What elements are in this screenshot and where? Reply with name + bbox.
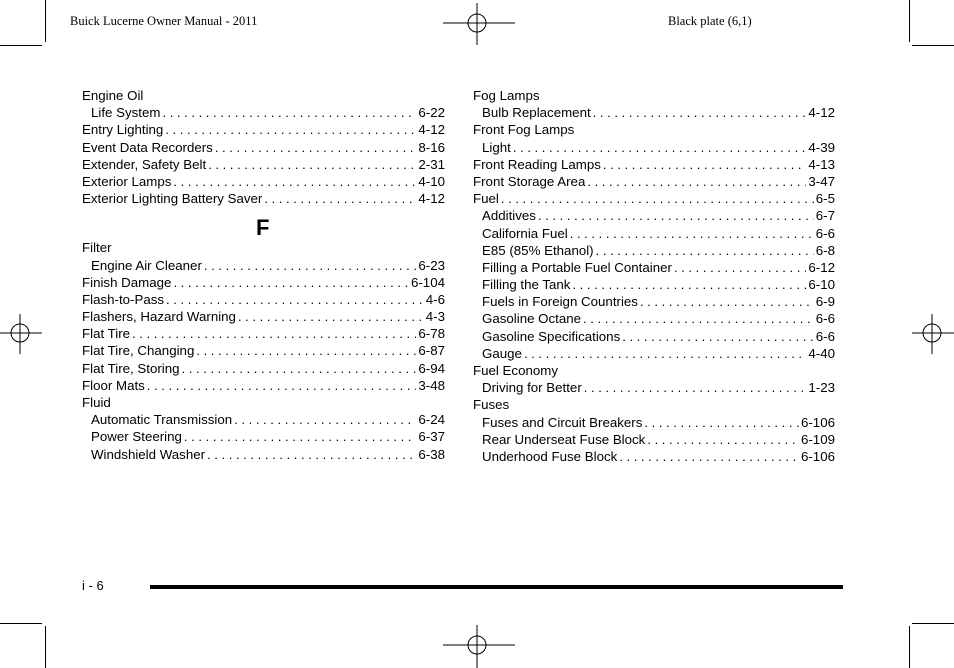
dot-leader: [208, 157, 416, 172]
registration-target-icon: [443, 625, 515, 668]
crop-mark: [909, 626, 910, 668]
index-entry-page: 6-22: [418, 105, 445, 121]
index-column-left: [82, 88, 445, 464]
index-entry-page: 6-12: [808, 259, 835, 275]
dot-leader: [572, 277, 806, 292]
index-entry: [473, 277, 835, 294]
index-entry-text: Front Reading Lamps: [473, 156, 601, 172]
index-entry: [82, 88, 445, 105]
index-entry-text: Fuel: [473, 191, 499, 207]
dot-leader: [501, 191, 814, 206]
crop-mark: [0, 45, 42, 46]
index-entry-page: 6-5: [815, 191, 835, 207]
dot-leader: [570, 226, 814, 241]
index-entry-page: 8-16: [418, 139, 445, 155]
index-entry-page: 6-37: [418, 429, 445, 445]
index-entry-page: 6-8: [815, 242, 835, 258]
index-entry-text: Bulb Replacement: [482, 105, 591, 121]
plate-label: Black plate (6,1): [668, 14, 752, 28]
index-entry: [82, 122, 445, 139]
index-entry-text: Fuels in Foreign Countries: [482, 294, 638, 310]
index-entry: [82, 105, 445, 122]
index-entry-text: Filling a Portable Fuel Container: [482, 259, 672, 275]
dot-leader: [162, 105, 416, 120]
index-entry-text: Front Fog Lamps: [473, 122, 575, 138]
dot-leader: [584, 380, 807, 395]
index-entry-text: Underhood Fuse Block: [482, 448, 618, 464]
index-entry-text: Additives: [482, 208, 536, 224]
index-entry-page: 4-39: [808, 139, 835, 155]
index-entry: [473, 191, 835, 208]
index-entry-text: Rear Underseat Fuse Block: [482, 431, 646, 447]
index-entry: [473, 208, 835, 225]
index-entry-text: Flash-to-Pass: [82, 291, 165, 307]
index-entry-text: Filter: [82, 240, 112, 256]
registration-target-icon: [443, 3, 515, 45]
index-entry-text: Entry Lighting: [82, 122, 164, 138]
index-entry-page: 4-3: [425, 309, 445, 325]
dot-leader: [234, 412, 416, 427]
index-entry: [82, 309, 445, 326]
index-entry: [473, 140, 835, 157]
document-header-title: Buick Lucerne Owner Manual - 2011: [70, 14, 258, 28]
index-entry: [473, 311, 835, 328]
index-entry-page: 6-6: [815, 225, 835, 241]
dot-leader: [166, 292, 424, 307]
index-entry-text: Finish Damage: [82, 274, 172, 290]
index-entry-text: Flat Tire: [82, 326, 131, 342]
dot-leader: [603, 157, 807, 172]
dot-leader: [513, 140, 807, 155]
index-entry-text: California Fuel: [482, 225, 568, 241]
index-entry: [82, 258, 445, 275]
index-entry-page: 6-38: [418, 446, 445, 462]
index-entry-page: 6-6: [815, 328, 835, 344]
index-entry-page: 4-6: [425, 291, 445, 307]
crop-mark: [912, 45, 954, 46]
index-entry: [82, 412, 445, 429]
index-entry-text: Flashers, Hazard Warning: [82, 309, 236, 325]
index-entry-text: Windshield Washer: [91, 446, 206, 462]
index-entry: [82, 191, 445, 208]
index-entry-text: Fuel Economy: [473, 363, 558, 378]
index-entry-text: Exterior Lamps: [82, 173, 172, 189]
dot-leader: [182, 361, 417, 376]
dot-leader: [674, 260, 806, 275]
index-entry-page: 6-87: [418, 343, 445, 359]
dot-leader: [215, 140, 417, 155]
index-entry: [82, 157, 445, 174]
index-entry-text: Event Data Recorders: [82, 139, 213, 155]
dot-leader: [640, 294, 814, 309]
index-entry: [82, 343, 445, 360]
index-entry-text: Driving for Better: [482, 380, 582, 396]
index-entry: [82, 361, 445, 378]
index-entry: [473, 260, 835, 277]
index-entry: [473, 397, 835, 414]
registration-target-icon: [0, 314, 42, 354]
dot-leader: [238, 309, 424, 324]
index-entry-text: Engine Oil: [82, 88, 144, 103]
page-number: i - 6: [82, 578, 104, 593]
dot-leader: [524, 346, 806, 361]
index-entry-page: 4-40: [808, 345, 835, 361]
index-entry-page: 6-10: [808, 277, 835, 293]
dot-leader: [593, 105, 807, 120]
index-entry-text: Fuses: [473, 397, 510, 413]
index-entry: [82, 292, 445, 309]
index-group-a: [82, 88, 445, 208]
index-entry-page: 6-104: [410, 274, 445, 290]
index-entry-page: 6-109: [800, 431, 835, 447]
index-entry-text: Fog Lamps: [473, 88, 540, 103]
crop-mark: [45, 626, 46, 668]
index-entry-text: Exterior Lighting Battery Saver: [82, 191, 263, 207]
dot-leader: [184, 429, 416, 444]
index-entry-page: 6-106: [800, 448, 835, 464]
dot-leader: [583, 311, 814, 326]
index-entry-text: Flat Tire, Changing: [82, 343, 195, 359]
index-entry-text: Engine Air Cleaner: [91, 257, 202, 273]
index-entry-page: 1-23: [808, 380, 835, 396]
index-entry-page: 6-9: [815, 294, 835, 310]
index-entry-page: 6-78: [418, 326, 445, 342]
index-entry: [82, 174, 445, 191]
index-entry-page: 6-106: [800, 414, 835, 430]
index-entry-text: Front Storage Area: [473, 173, 586, 189]
index-entry-page: 4-10: [418, 173, 445, 189]
index-entry-page: 6-6: [815, 311, 835, 327]
index-entry-page: 4-12: [808, 105, 835, 121]
crop-mark: [912, 623, 954, 624]
index-entry: [82, 429, 445, 446]
index-entry: [473, 122, 835, 139]
index-entry: [473, 415, 835, 432]
index-entry-page: 6-94: [418, 360, 445, 376]
index-entry-text: Flat Tire, Storing: [82, 360, 180, 376]
index-entry: [473, 329, 835, 346]
dot-leader: [204, 258, 417, 273]
index-entry: [473, 88, 835, 105]
index-entry-page: 6-23: [418, 257, 445, 273]
dot-leader: [538, 208, 814, 223]
index-entry: [82, 395, 445, 412]
index-entry-text: Floor Mats: [82, 377, 145, 393]
index-entry: [473, 449, 835, 466]
index-entry-text: Filling the Tank: [482, 277, 571, 293]
index-entry: [473, 432, 835, 449]
dot-leader: [207, 447, 416, 462]
dot-leader: [619, 449, 799, 464]
index-group-b: [82, 240, 445, 463]
index-entry-text: Power Steering: [91, 429, 182, 445]
dot-leader: [173, 275, 409, 290]
index-entry: [82, 140, 445, 157]
index-entry-text: Fluid: [82, 395, 111, 410]
index-entry: [473, 243, 835, 260]
dot-leader: [196, 343, 416, 358]
index-entry-text: Extender, Safety Belt: [82, 156, 207, 172]
index-entry: [473, 226, 835, 243]
index-entry-page: 6-7: [815, 208, 835, 224]
dot-leader: [647, 432, 799, 447]
section-letter: F: [256, 215, 270, 241]
index-entry-text: Light: [482, 139, 511, 155]
index-entry: [473, 174, 835, 191]
index-column-right: [473, 88, 835, 466]
crop-mark: [45, 0, 46, 42]
index-entry-text: Gasoline Specifications: [482, 328, 621, 344]
dot-leader: [132, 326, 416, 341]
index-entry: [82, 275, 445, 292]
index-entry-text: Fuses and Circuit Breakers: [482, 414, 643, 430]
dot-leader: [596, 243, 814, 258]
index-entry-page: 4-12: [418, 122, 445, 138]
crop-mark: [0, 623, 42, 624]
dot-leader: [165, 122, 416, 137]
index-entry-text: Automatic Transmission: [91, 412, 233, 428]
index-entry: [473, 380, 835, 397]
crop-mark: [909, 0, 910, 42]
index-entry: [473, 157, 835, 174]
index-entry: [473, 363, 835, 380]
dot-leader: [173, 174, 416, 189]
index-entry-text: E85 (85% Ethanol): [482, 242, 594, 258]
footer-rule: [150, 585, 843, 589]
index-entry-page: 3-48: [418, 377, 445, 393]
index-entry-text: Gasoline Octane: [482, 311, 582, 327]
index-entry: [82, 447, 445, 464]
index-entry-page: 4-12: [418, 191, 445, 207]
dot-leader: [644, 415, 799, 430]
dot-leader: [622, 329, 814, 344]
index-entry: [473, 294, 835, 311]
dot-leader: [587, 174, 806, 189]
index-entry-text: Gauge: [482, 345, 522, 361]
index-entry: [82, 326, 445, 343]
dot-leader: [264, 191, 416, 206]
index-entry-text: Life System: [91, 105, 161, 121]
index-entry: [82, 378, 445, 395]
index-entry-page: 4-13: [808, 156, 835, 172]
dot-leader: [147, 378, 417, 393]
index-entry: [473, 105, 835, 122]
registration-target-icon: [912, 314, 954, 354]
index-entry: [473, 346, 835, 363]
index-entry-page: 3-47: [808, 173, 835, 189]
index-entry-page: 6-24: [418, 412, 445, 428]
index-entry-page: 2-31: [418, 156, 445, 172]
